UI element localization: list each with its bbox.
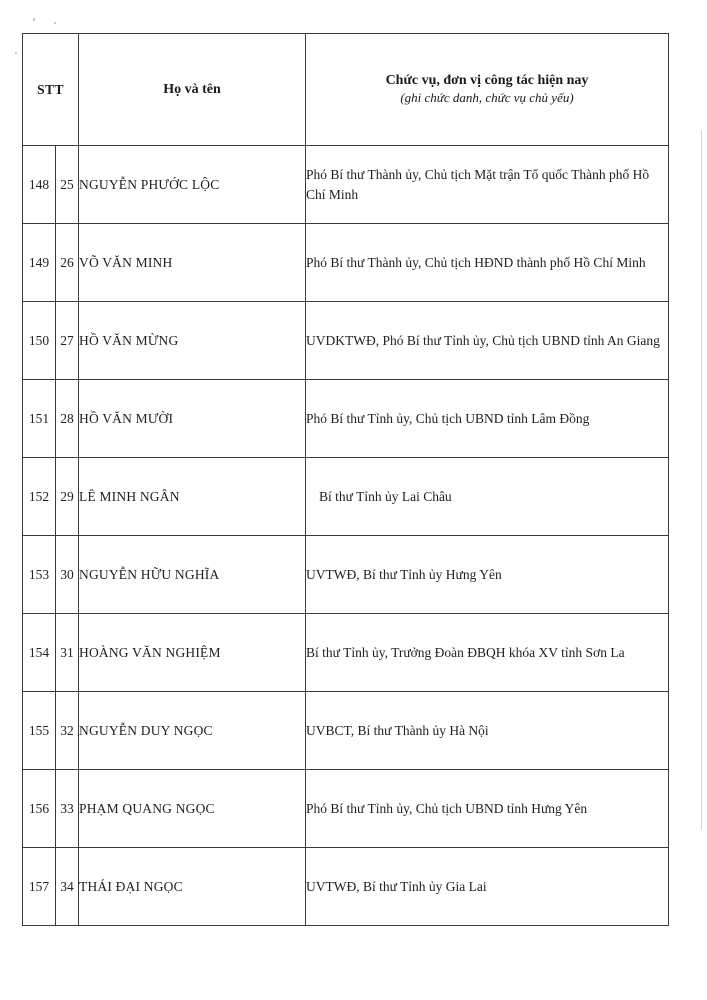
- row-index: 155: [23, 692, 56, 770]
- row-position: Phó Bí thư Tỉnh ủy, Chủ tịch UBND tỉnh Lâm Đồng: [306, 380, 669, 458]
- row-sub-index: 31: [56, 614, 79, 692]
- header-label-position-main: Chức vụ, đơn vị công tác hiện nay: [385, 72, 589, 88]
- row-sub-index: 28: [56, 380, 79, 458]
- row-name: PHẠM QUANG NGỌC: [79, 770, 306, 848]
- table-row: [23, 458, 669, 536]
- scan-speckle: [33, 18, 35, 21]
- header-cell-stt: [23, 34, 79, 146]
- header-label-name: Họ và tên: [163, 81, 221, 97]
- row-position: UVTWĐ, Bí thư Tỉnh ủy Gia Lai: [306, 848, 669, 926]
- row-position: Phó Bí thư Tỉnh ủy, Chủ tịch UBND tỉnh Hưng Yên: [306, 770, 669, 848]
- row-name: THÁI ĐẠI NGỌC: [79, 848, 306, 926]
- row-index: 157: [23, 848, 56, 926]
- row-sub-index: 26: [56, 224, 79, 302]
- table-body: [23, 34, 669, 926]
- row-index: 156: [23, 770, 56, 848]
- table-row: [23, 224, 669, 302]
- scan-speckle: [15, 52, 17, 54]
- row-index: 150: [23, 302, 56, 380]
- row-name: HỒ VĂN MỪNG: [79, 302, 306, 380]
- row-sub-index: 32: [56, 692, 79, 770]
- row-position: Phó Bí thư Thành ủy, Chủ tịch HĐND thành phố Hồ Chí Minh: [306, 224, 669, 302]
- header-cell-position: [306, 34, 669, 146]
- scan-speckle: [54, 22, 56, 24]
- row-position: UVDKTWĐ, Phó Bí thư Tỉnh ủy, Chủ tịch UBND tỉnh An Giang: [306, 302, 669, 380]
- header-label-stt: STT: [37, 81, 64, 97]
- row-position: UVBCT, Bí thư Thành ủy Hà Nội: [306, 692, 669, 770]
- row-sub-index: 30: [56, 536, 79, 614]
- table-header-row: [23, 34, 669, 146]
- row-index: 151: [23, 380, 56, 458]
- row-index: 149: [23, 224, 56, 302]
- header-cell-name: [79, 34, 306, 146]
- table-row: [23, 536, 669, 614]
- table-row: [23, 692, 669, 770]
- table-row: [23, 770, 669, 848]
- table-row: [23, 302, 669, 380]
- scan-edge-artifact: [701, 130, 702, 830]
- row-position: Bí thư Tỉnh ủy, Trưởng Đoàn ĐBQH khóa XV tỉnh Sơn La: [306, 614, 669, 692]
- row-name: NGUYỄN HỮU NGHĨA: [79, 536, 306, 614]
- row-position: Phó Bí thư Thành ủy, Chủ tịch Mặt trận Tổ quốc Thành phố Hồ Chí Minh: [306, 146, 669, 224]
- row-name: NGUYỄN DUY NGỌC: [79, 692, 306, 770]
- row-name: HỒ VĂN MƯỜI: [79, 380, 306, 458]
- row-name: HOÀNG VĂN NGHIỆM: [79, 614, 306, 692]
- row-sub-index: 29: [56, 458, 79, 536]
- table-row: [23, 848, 669, 926]
- row-sub-index: 25: [56, 146, 79, 224]
- table-row: [23, 380, 669, 458]
- header-position-wrapper: [306, 72, 668, 107]
- header-label-position-sub: (ghi chức danh, chức vụ chủ yếu): [400, 90, 574, 106]
- row-sub-index: 34: [56, 848, 79, 926]
- row-name: LÊ MINH NGÂN: [79, 458, 306, 536]
- table-row: [23, 614, 669, 692]
- row-index: 153: [23, 536, 56, 614]
- row-position: UVTWĐ, Bí thư Tỉnh ủy Hưng Yên: [306, 536, 669, 614]
- row-index: 154: [23, 614, 56, 692]
- personnel-table: [22, 33, 669, 926]
- row-index: 152: [23, 458, 56, 536]
- row-index: 148: [23, 146, 56, 224]
- row-sub-index: 27: [56, 302, 79, 380]
- row-position: Bí thư Tỉnh ủy Lai Châu: [306, 458, 669, 536]
- row-name: VÕ VĂN MINH: [79, 224, 306, 302]
- row-name: NGUYỄN PHƯỚC LỘC: [79, 146, 306, 224]
- row-sub-index: 33: [56, 770, 79, 848]
- table-row: [23, 146, 669, 224]
